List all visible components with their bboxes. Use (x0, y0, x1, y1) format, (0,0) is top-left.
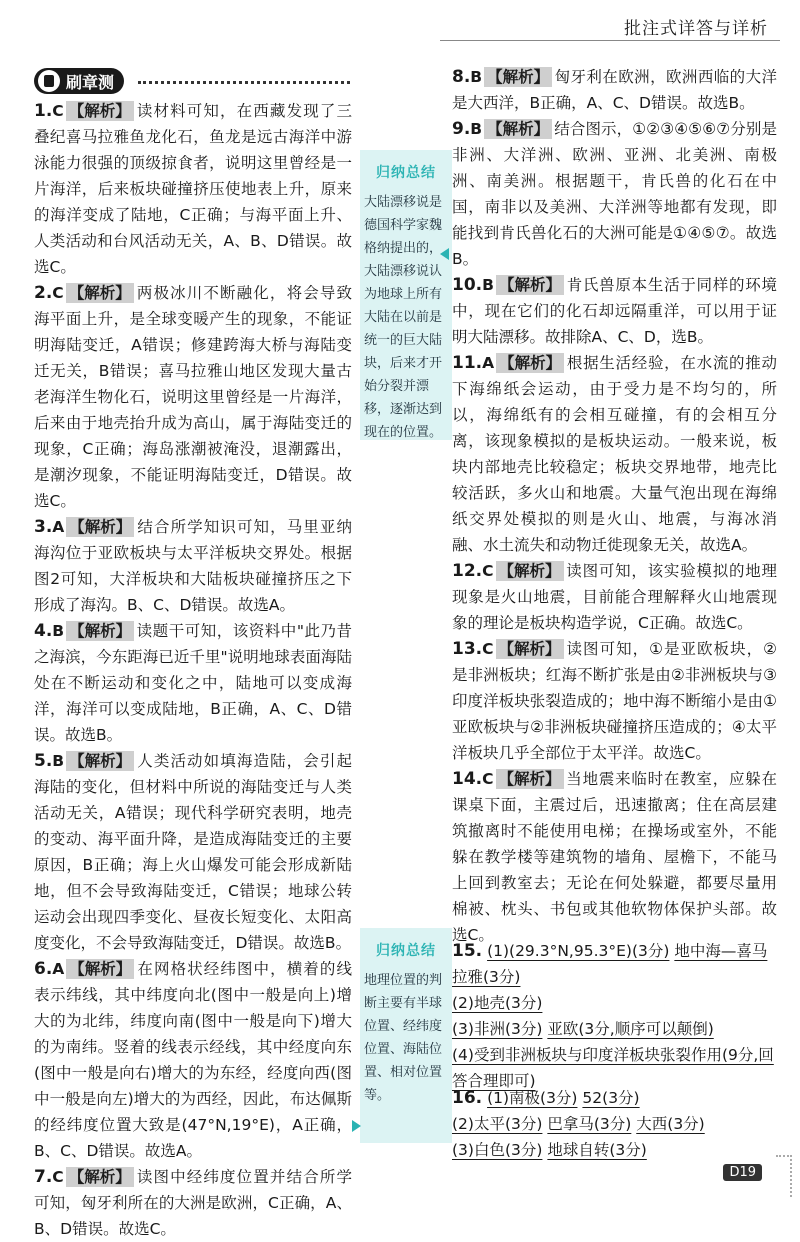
question-number: 13. (452, 639, 483, 659)
answer-item (34, 618, 352, 748)
analysis-tag: 【解析】 (496, 639, 564, 659)
header-rule (440, 40, 780, 41)
analysis-text: 读图可知，①是亚欧板块，②是非洲板块；红海不断扩张是由②非洲板块与③印度洋板块张裂造成的；地中海不断缩小是由①亚欧板块与②非洲板块碰撞挤压造成的；④太平洋板块几乎全部位于太平洋。故选C。 (452, 640, 777, 762)
dotted-rule (138, 81, 350, 84)
answer-letter: B (470, 120, 483, 138)
section-badge (34, 68, 124, 94)
sidebar-title: 归纳总结 (376, 943, 436, 959)
sidebar-title: 归纳总结 (376, 165, 436, 181)
analysis-tag: 【解析】 (66, 101, 134, 121)
question-number: 16. (452, 1088, 483, 1108)
answer-blank: 大西(3分) (636, 1115, 705, 1133)
answer-blank: 地中海—喜马拉雅(3分) (452, 942, 768, 986)
answer-letter: C (482, 770, 494, 788)
analysis-tag: 【解析】 (484, 67, 552, 87)
answer-item (452, 350, 777, 558)
answer-item (34, 98, 352, 280)
answer-letter: C (52, 284, 64, 302)
answer-item (34, 514, 352, 618)
answer-item (34, 280, 352, 514)
question-number: 3. (34, 517, 53, 537)
answer-item (452, 64, 777, 116)
answer-letter: B (52, 752, 65, 770)
answer-item (452, 272, 777, 350)
question-number: 6. (34, 959, 53, 979)
question-number: 5. (34, 751, 53, 771)
running-header: 批注式详答与详析 (624, 19, 768, 39)
analysis-tag: 【解析】 (66, 283, 134, 303)
answer-item (452, 766, 777, 948)
answer-blank: 52(3分) (582, 1089, 640, 1107)
analysis-text: 读图可知，该实验模拟的地理现象是火山地震，目前能合理解释火山地震现象的理论是板块构造学说，C正确。故选C。 (452, 562, 777, 632)
analysis-tag: 【解析】 (66, 517, 134, 537)
answer-letter: B (52, 622, 65, 640)
analysis-text: 人类活动如填海造陆，会引起海陆的变化，但材料中所说的海陆变迁与人类活动无关，A错误；现代科学研究表明，地壳的变动、海平面升降，是造成海陆变迁的主要原因，B正确；海上火山爆发可能会形成新陆地，但不会导致海陆变迁，C错误；地球公转运动会出现四季变化、昼夜长短变化、太阳高度变化，不会导致海陆变迁，D错误。故选B。 (34, 752, 352, 952)
analysis-tag: 【解析】 (496, 561, 564, 581)
analysis-tag: 【解析】 (484, 119, 552, 139)
arrow-icon (440, 248, 449, 260)
question-number: 2. (34, 283, 53, 303)
answer-blank: (1)南极(3分) (487, 1089, 578, 1107)
answer-letter: C (52, 102, 64, 120)
answer-item (34, 956, 352, 1164)
answer-blank: (3)非洲(3分) (452, 1020, 543, 1038)
analysis-text: 读图中经纬度位置并结合所学可知，匈牙利所在的大洲是欧洲，C正确，A、B、D错误。故选C。 (34, 1168, 352, 1238)
analysis-tag: 【解析】 (66, 959, 134, 979)
analysis-text: 两极冰川不断融化，将会导致海平面上升，是全球变暖产生的现象，不能证明海陆变迁，A错误；修建跨海大桥与海陆变迁无关，B错误；喜马拉雅山地区发现大量古老海洋生物化石，说明这里曾经是一片海洋，后来由于地壳抬升成为高山，属于海陆变迁的现象，C正确；海岛涨潮被淹没，退潮露出，是潮汐现象，不能证明海陆变迁，D错误。故选C。 (34, 284, 352, 510)
answer-letter: A (52, 518, 65, 536)
analysis-text: 匈牙利在欧洲，欧洲西临的大洋是大西洋，B正确，A、C、D错误。故选B。 (452, 68, 777, 112)
analysis-text: 读题干可知，该资料中"此乃昔之海滨，今东距海已近千里"说明地球表面海陆处在不断运动和变化之中，陆地可以变成海洋，海洋可以变成陆地，B正确，A、C、D错误。故选B。 (34, 622, 352, 744)
question-number: 14. (452, 769, 483, 789)
answer-blank: (2)地壳(3分) (452, 994, 543, 1012)
section-label: 刷章测 (66, 72, 115, 92)
sidebar-note-2 (360, 928, 452, 1143)
answer-letter: B (470, 68, 483, 86)
answer-letter: C (482, 640, 494, 658)
analysis-tag: 【解析】 (496, 275, 564, 295)
analysis-tag: 【解析】 (66, 1167, 134, 1187)
sidebar-note-1 (360, 150, 452, 440)
arrow-icon (352, 1120, 361, 1132)
answer-letter: A (482, 354, 495, 372)
analysis-text: 当地震来临时在教室，应躲在课桌下面，主震过后，迅速撤离；住在高层建筑撤离时不能使用电梯；在操场或室外，不能躲在教学楼等建筑物的墙角、屋檐下，不能马上回到教室去；无论在何处躲避，都要尽量用棉被、枕头、书包或其他软物体保护头部。故选C。 (452, 770, 777, 944)
sidebar-text: 地理位置的判断主要有半球位置、经纬度位置、海陆位置、相对位置等。 (364, 973, 443, 1103)
answer-letter: A (52, 960, 65, 978)
analysis-text: 结合图示，①②③④⑤⑥⑦分别是非洲、大洋洲、欧洲、亚洲、北美洲、南极洲、南美洲。根据题干，肯氏兽的化石在中国，南非以及美洲、大洋洲等地都有发现，即能找到肯氏兽化石的大洲可能是①④⑤⑦。故选B。 (452, 120, 777, 268)
answer-blank: (2)太平(3分) (452, 1115, 543, 1133)
sidebar-text: 大陆漂移说是德国科学家魏格纳提出的，大陆漂移说认为地球上所有大陆在以前是统一的巨大陆块，后来才开始分裂并漂移，逐渐达到现在的位置。 (364, 195, 443, 440)
question-number: 1. (34, 101, 53, 121)
question-number: 12. (452, 561, 483, 581)
question-number: 11. (452, 353, 483, 373)
question-number: 8. (452, 67, 471, 87)
question-number: 7. (34, 1167, 53, 1187)
answer-blank: 巴拿马(3分) (547, 1115, 632, 1133)
question-number: 9. (452, 119, 471, 139)
answer-letter: B (482, 276, 494, 294)
answer-blank: 亚欧(3分,顺序可以颠倒) (547, 1020, 714, 1038)
answer-item (34, 748, 352, 956)
analysis-text: 读材料可知，在西藏发现了三叠纪喜马拉雅鱼龙化石，鱼龙是远古海洋中游泳能力很强的顶级掠食者，说明这里曾经是一片海洋，后来板块碰撞挤压使地表上升，原来的海洋变成了陆地，C正确；与海平面上升、人类活动和台风活动无关，A、B、D错误。故选C。 (34, 102, 352, 276)
right-column (452, 64, 777, 948)
analysis-text: 结合所学知识可知，马里亚纳海沟位于亚欧板块与太平洋板块交界处。根据图2可知，大洋板块和大陆板块碰撞挤压之下形成了海沟。B、C、D错误。故选A。 (34, 518, 352, 614)
answer-item (452, 558, 777, 636)
answer-letter: C (52, 1168, 64, 1186)
page-number: D19 (723, 1164, 762, 1181)
answer-blank: 地球自转(3分) (547, 1141, 647, 1159)
question-15 (452, 938, 777, 1094)
question-16 (452, 1085, 777, 1163)
answer-blank: (4)受到非洲板块与印度洋板块张裂作用(9分,回答合理即可) (452, 1046, 774, 1090)
book-icon (38, 70, 60, 92)
answer-item (34, 1164, 352, 1242)
left-column (34, 98, 352, 1242)
question-number: 4. (34, 621, 53, 641)
analysis-text: 根据生活经验，在水流的推动下海绵纸会运动，由于受力是不均匀的，所以，海绵纸有的会相互碰撞，有的会相互分离，该现象模拟的是板块运动。一般来说，板块内部地壳比较稳定；板块交界地带，地壳比较活跃，多火山和地震。大量气泡出现在海绵纸交界处模拟的则是火山、地震，与海冰消融、水土流失和动物迁徙现象无关，故选A。 (452, 354, 777, 554)
answer-item (452, 116, 777, 272)
analysis-text: 在网格状经纬图中，横着的线表示纬线，其中纬度向北(图中一般是向上)增大的为北纬，纬度向南(图中一般是向下)增大的为南纬。竖着的线表示经线，其中经度向东(图中一般是向右)增大的为东经，经度向西(图中一般是向左)增大的为西经，因此，布达佩斯的经纬度位置大致是(47°N,19°E)，A正确，B、C、D错误。故选A。 (34, 960, 352, 1160)
analysis-tag: 【解析】 (496, 353, 564, 373)
analysis-tag: 【解析】 (496, 769, 564, 789)
answer-item (452, 636, 777, 766)
analysis-text: 肯氏兽原本生活于同样的环境中，现在它们的化石却远隔重洋，可以用于证明大陆漂移。故排除A、C、D，选B。 (452, 276, 777, 346)
corner-decoration (776, 1155, 792, 1197)
analysis-tag: 【解析】 (66, 621, 134, 641)
answer-blank: (3)白色(3分) (452, 1141, 543, 1159)
answer-letter: C (482, 562, 494, 580)
analysis-tag: 【解析】 (66, 751, 134, 771)
question-number: 10. (452, 275, 483, 295)
question-number: 15. (452, 941, 483, 961)
q15-line1 (452, 938, 777, 990)
answer-blank: (1)(29.3°N,95.3°E)(3分) (487, 942, 670, 960)
